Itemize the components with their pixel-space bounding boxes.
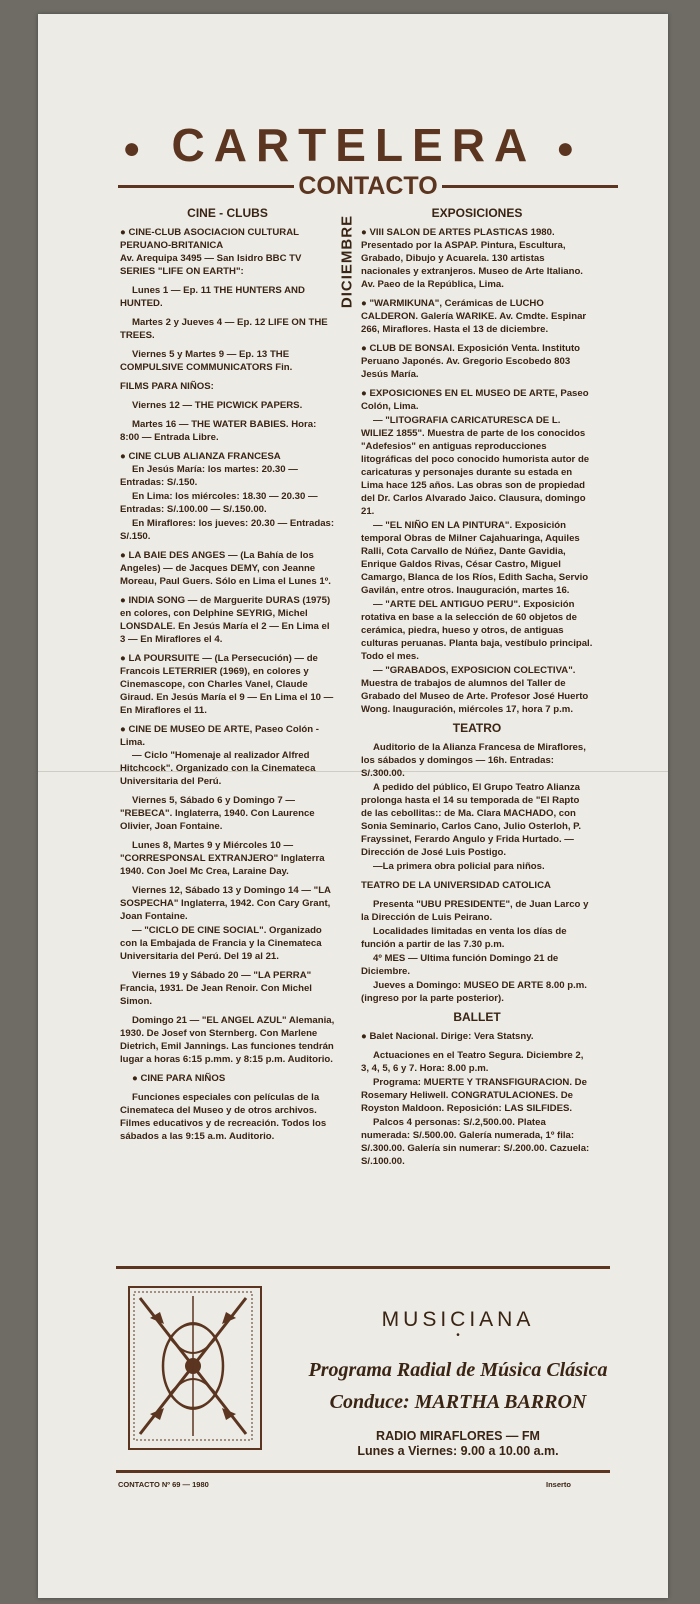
list-item: — "ARTE DEL ANTIGUO PERU". Exposición rotativa en base a la selección de 60 objetos de cerámica, piedra, hueso y otros, de antiguas culturas peruanas. Planta baja, vestíbulo principal. Todo el mes.	[361, 599, 593, 662]
list-item: TEATRO DE LA UNIVERSIDAD CATOLICA	[361, 880, 551, 891]
list-item: Funciones especiales con películas de la Cinemateca del Museo y de otros archivos. Filmes educativos y de recreación. Todos los sábados a las 9:15 a.m. Auditorio.	[120, 1092, 327, 1142]
title-dot-left: ●	[122, 131, 150, 165]
list-item: Lunes 1 — Ep. 11 THE HUNTERS AND HUNTED.	[120, 285, 305, 309]
subtitle	[118, 172, 618, 201]
footer-issue: CONTACTO Nº 69 — 1980	[118, 1480, 209, 1489]
right-column	[361, 207, 593, 1174]
list-item: En Lima: los miércoles: 18.30 — 20.30 — Entradas: S/.100.00 — S/.150.00.	[120, 491, 318, 515]
title-dot-right: ●	[556, 131, 584, 165]
list-item: Martes 16 — THE WATER BABIES. Hora: 8:00 — Entrada Libre.	[120, 419, 317, 443]
list-item: Domingo 21 — "EL ANGEL AZUL" Alemania, 1930. De Josef von Sternberg. Con Marlene Dietrich, Emil Jannings. Las funciones tendrán lugar a horas 6:15 p.mm. y 8:15 p.m. Auditorio.	[120, 1015, 335, 1065]
emblem-illustration	[130, 1288, 256, 1444]
list-item: ● CLUB DE BONSAI. Exposición Venta. Instituto Peruano Japonés. Av. Gregorio Escobedo 803 Jesús María.	[361, 342, 593, 381]
list-item: ● INDIA SONG — de Marguerite DURAS (1975) en colores, con Delphine SEYRIG, Michel LONSDALE. En Jesús María el 2 — En Lima el 3 — En Miraflores el 4.	[120, 594, 335, 646]
list-item: Actuaciones en el Teatro Segura. Diciembre 2, 3, 4, 5, 6 y 7. Hora: 8.00 p.m.	[361, 1050, 584, 1074]
list-item: A pedido del público, El Grupo Teatro Alianza prolonga hasta el 14 su temporada de "El Rapto de las cebollitas:: de Ma. Clara MACHADO, con Sonia Seminario, Carlos Cano, Julio Osterloh, P. Frayssinet, Ferardo Angulo y Frida Hurtado. — Dirección de José Luis Postigo.	[361, 782, 581, 858]
list-item: Viernes 5 y Martes 9 — Ep. 13 THE COMPULSIVE COMMUNICATORS Fin.	[120, 349, 293, 373]
list-item: Martes 2 y Jueves 4 — Ep. 12 LIFE ON THE TREES.	[120, 317, 328, 341]
list-item: Viernes 5, Sábado 6 y Domingo 7 — "REBECA". Inglaterra, 1940. Con Laurence Olivier, Joan Fontaine.	[120, 795, 315, 832]
list-item: Auditorio de la Alianza Francesa de Miraflores, los sábados y domingos — 16h. Entradas: S/.300.00.	[361, 742, 586, 779]
musiciana-conductor: Conduce: MARTHA BARRON	[329, 1391, 587, 1413]
page-title	[38, 118, 668, 172]
musiciana-title: MUSICIANA	[381, 1308, 535, 1331]
section-heading-cine-clubs: CINE - CLUBS	[187, 206, 268, 220]
divider-bottom	[116, 1470, 610, 1473]
list-item: — "GRABADOS, EXPOSICION COLECTIVA". Muestra de trabajos de alumnos del Taller de Grabado del Museo de Arte. Profesor José Huerto Wong. Inauguración, miércoles 17, hora 7 p.m.	[361, 665, 589, 715]
list-item: ● CINE PARA NIÑOS	[120, 1072, 335, 1085]
list-item: Presenta "UBU PRESIDENTE", de Juan Larco y la Dirección de Luis Peirano.	[361, 899, 589, 923]
musiciana-radio: RADIO MIRAFLORES — FM	[376, 1429, 540, 1443]
list-item: ● LA POURSUITE — (La Persecución) — de Francois LETERRIER (1969), en colores y Cinemascope, con Charles Vanel, Claude Giraud. En Jesús María el 9 — En Lima el 10 — En Miraflores el 11.	[120, 652, 335, 717]
list-item: — "EL NIÑO EN LA PINTURA". Exposición temporal Obras de Milner Cajahuaringa, Aquiles Ralli, Cota Carvallo de Núñez, Dante Gavidia, Enrique Galdos Rivas, César Castro, Miguel Camargo, Blanca de los Ríos, Edith Sacha, Servio Gavilán, entre otros. Inauguración, martes 16.	[361, 520, 589, 596]
list-item: Palcos 4 personas: S/.2,500.00. Platea numerada: S/.500.00. Galería numerada, 1º fila: S/.300.00. Galería sin numerar: S/.200.00. Cazuela: S/.100.00.	[361, 1117, 590, 1167]
subtitle-text: CONTACTO	[294, 172, 441, 200]
list-item: Viernes 12 — THE PICWICK PAPERS.	[132, 400, 303, 411]
list-item: ● VIII SALON DE ARTES PLASTICAS 1980. Presentado por la ASPAP. Pintura, Escultura, Grabado, Dibujo y Acuarela. 130 artistas nacionales y extranjeros. Museo de Arte Italiano. Av. Paeo de la República, Lima.	[361, 226, 593, 291]
month-label-text: DICIEMBRE	[338, 214, 356, 309]
musiciana-program: Programa Radial de Música Clásica	[308, 1359, 608, 1381]
list-item: — "CICLO DE CINE SOCIAL". Organizado con la Embajada de Francia y la Cinemateca Universitaria del Perú. Del 19 al 21.	[120, 925, 322, 962]
list-item: Av. Arequipa 3495 — San Isidro BBC TV SERIES "LIFE ON EARTH":	[120, 253, 302, 277]
divider-top	[116, 1266, 610, 1269]
left-column	[120, 207, 335, 1149]
list-item: Viernes 12, Sábado 13 y Domingo 14 — "LA SOSPECHA" Inglaterra, 1942. Con Cary Grant, Joan Fontaine.	[120, 885, 331, 922]
list-item: Lunes 8, Martes 9 y Miércoles 10 — "CORRESPONSAL EXTRANJERO" Inglaterra 1940. Con Joel Mc Crea, Laraine Day.	[120, 840, 325, 877]
list-item: ● "WARMIKUNA", Cerámicas de LUCHO CALDERON. Galería WARIKE. Av. Cmdte. Espinar 266, Miraflores. Hasta el 13 de diciembre.	[361, 297, 593, 336]
musiciana-emblem	[128, 1286, 262, 1450]
section-heading-ballet: BALLET	[453, 1010, 501, 1024]
list-item: ● CINE-CLUB ASOCIACION CULTURAL PERUANO-BRITANICA	[120, 226, 335, 252]
month-label	[336, 207, 354, 317]
list-item: Viernes 19 y Sábado 20 — "LA PERRA" Francia, 1931. De Jean Renoir. Con Michel Simon.	[120, 970, 312, 1007]
poster-sheet	[38, 14, 668, 1598]
list-item: — "LITOGRAFIA CARICATURESCA DE L. WILIEZ 1855". Muestra de parte de los conocidos "Adefesios" en antiguas reproducciones litográficas del poco conocido humorista autor de caricaturas y personajes durante su estada en Lima hace 125 años. Las obras son de propiedad del Dr. Carlos Alvarado Jaico. Clausura, domingo 21.	[361, 415, 590, 517]
list-item: En Jesús María: los martes: 20.30 — Entradas: S/.150.	[120, 464, 298, 488]
footer-insert: Inserto	[546, 1480, 572, 1489]
list-item: ● CINE CLUB ALIANZA FRANCESA	[120, 450, 335, 463]
list-item: ● CINE DE MUSEO DE ARTE, Paseo Colón - Lima.	[120, 723, 335, 749]
list-item: ● LA BAIE DES ANGES — (La Bahía de los Angeles) — de Jacques DEMY, con Jeanne Moreau, Paul Guers. Sólo en Lima el Lunes 1º.	[120, 549, 335, 588]
musiciana-dot: •	[456, 1330, 460, 1341]
list-item: 4º MES — Ultima función Domingo 21 de Diciembre.	[361, 953, 559, 977]
list-item: Programa: MUERTE Y TRANSFIGURACION. De Rosemary Heliwell. CONGRATULACIONES. De Royston Maldoon. Reposición: LAS SILFIDES.	[361, 1077, 587, 1114]
list-item: ● Balet Nacional. Dirige: Vera Statsny.	[361, 1030, 593, 1043]
musiciana-hours: Lunes a Viernes: 9.00 a 10.00 a.m.	[357, 1444, 559, 1458]
subtitle-row	[118, 172, 618, 200]
list-item: ● EXPOSICIONES EN EL MUSEO DE ARTE, Paseo Colón, Lima.	[361, 387, 593, 413]
list-item: — Ciclo "Homenaje al realizador Alfred Hitchcock". Organizado con la Cinemateca Universitaria del Perú.	[120, 750, 316, 787]
title-text: CARTELERA	[171, 119, 535, 171]
list-item: Jueves a Domingo: MUSEO DE ARTE 8.00 p.m. (ingreso por la parte posterior).	[361, 980, 587, 1004]
list-item: Localidades limitadas en venta los días de función a partir de las 7.30 p.m.	[361, 926, 567, 950]
list-item: En Miraflores: los jueves: 20.30 — Entradas: S/.150.	[120, 518, 335, 542]
list-item: FILMS PARA NIÑOS:	[120, 381, 214, 392]
section-heading-exposiciones: EXPOSICIONES	[431, 206, 523, 220]
section-heading-teatro: TEATRO	[452, 721, 502, 735]
list-item: —La primera obra policial para niños.	[373, 861, 545, 872]
